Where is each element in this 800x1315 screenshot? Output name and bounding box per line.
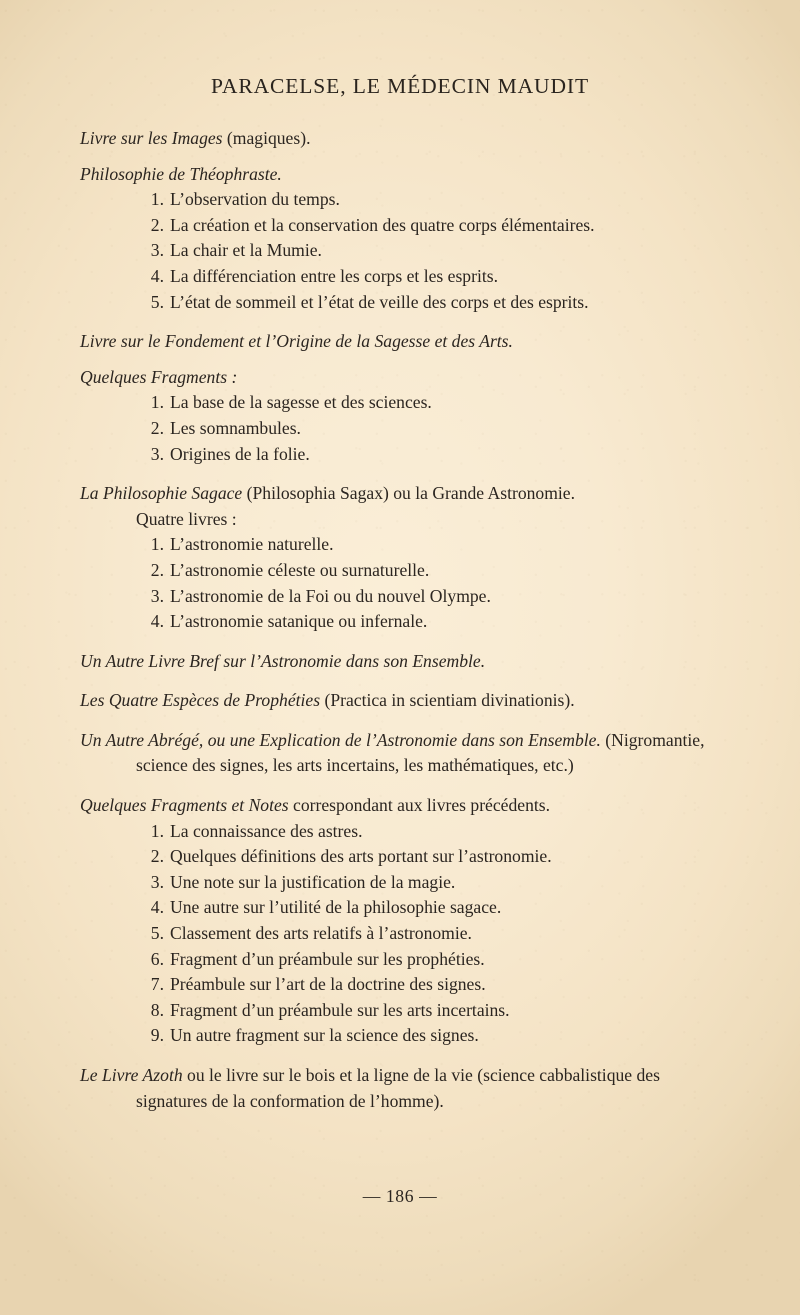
list-item-text: Quelques définitions des arts portant sur l’astronomie. [170,846,552,867]
list-item-text: Une autre sur l’utilité de la philosophie sagace. [170,897,502,918]
list-item-text: La base de la sagesse et des sciences. [170,392,432,413]
list-item-number: 8. [150,999,164,1020]
list-item-number: 3. [150,443,164,464]
list-philosophie-theophraste [80,187,721,315]
list-item [80,290,721,316]
list-item [80,416,721,442]
entry-tail: (Practica in scientiam divinationis). [320,690,575,711]
list-fragments-notes [80,819,721,1049]
list-item [80,264,721,290]
entry-title-italic: Livre sur le Fondement et l’Origine de la Sagesse et des Arts. [80,331,513,352]
list-item [80,947,721,973]
entry-title-italic: Quelques Fragments : [80,366,238,387]
list-item-number: 6. [150,948,164,969]
list-item-text: Les somnambules. [170,417,301,438]
list-item-number: 7. [150,974,164,995]
entry-philosophie-theophraste [80,162,721,188]
list-item-number: 1. [150,534,164,555]
list-item-number: 4. [150,611,164,632]
entry-title-italic: Le Livre Azoth [80,1065,183,1085]
entry-autre-livre-bref [80,649,721,675]
list-item-text: L’astronomie satanique ou infernale. [170,611,428,632]
list-item-text: Fragment d’un préambule sur les prophéties. [170,948,485,969]
entry-autre-abrege [80,728,721,779]
list-item [80,238,721,264]
entry-tail: (Philosophia Sagax) ou la Grande Astronomie. [242,483,576,504]
list-item-number: 2. [150,559,164,580]
list-item [80,213,721,239]
list-item [80,1023,721,1049]
entry-quelques-fragments [80,365,721,391]
entry-tail: correspondant aux livres précédents. [288,795,551,816]
entry-livre-fondement [80,329,721,355]
list-item-text: La différenciation entre les corps et les esprits. [170,265,498,286]
list-item-text: Origines de la folie. [170,443,310,464]
list-item-number: 9. [150,1025,164,1046]
running-head: PARACELSE, LE MÉDECIN MAUDIT [211,74,589,98]
list-item [80,998,721,1024]
list-item [80,844,721,870]
entry-fragments-notes [80,793,721,819]
list-item-text: L’astronomie naturelle. [170,534,334,555]
list-item [80,921,721,947]
list-item-text: La chair et la Mumie. [170,240,322,261]
page-text-block [80,126,721,1114]
list-item [80,870,721,896]
list-item-number: 3. [150,240,164,261]
entry-title-italic: Les Quatre Espèces de Prophéties [80,690,321,711]
list-item [80,972,721,998]
list-item-number: 5. [150,923,164,944]
list-item-number: 1. [150,189,164,210]
list-item-number: 4. [150,897,164,918]
list-item [80,532,721,558]
list-item-text: Classement des arts relatifs à l’astronomie. [170,923,472,944]
entry-tail: (Nigromantie, science des signes, les arts incertains, les mathématiques, etc.) [136,729,705,776]
list-item-text: L’astronomie de la Foi ou du nouvel Olympe. [170,585,491,606]
list-item-number: 2. [150,417,164,438]
list-item-text: Préambule sur l’art de la doctrine des signes. [170,974,486,995]
entry-title-italic: La Philosophie Sagace [80,483,243,504]
list-item-number: 5. [150,291,164,312]
list-item-number: 2. [150,846,164,867]
entry-title-italic: Un Autre Abrégé, ou une Explication de l’Astronomie dans son Ensemble. [80,729,601,750]
list-item [80,584,721,610]
list-item-number: 3. [150,585,164,606]
list-philosophie-sagace [80,532,721,634]
list-item-text: La création et la conservation des quatre corps élémentaires. [170,214,595,235]
entry-title-italic: Un Autre Livre Bref sur l’Astronomie dans son Ensemble. [80,650,486,671]
list-item-text: Un autre fragment sur la science des signes. [170,1025,479,1046]
list-item-text: Fragment d’un préambule sur les arts incertains. [170,999,510,1020]
list-item [80,558,721,584]
list-item-number: 2. [150,214,164,235]
list-item [80,895,721,921]
entry-title-italic: Quelques Fragments et Notes [80,795,289,816]
list-quelques-fragments [80,390,721,467]
entry-philosophie-sagace [80,481,721,507]
list-item-text: Une note sur la justification de la magie. [170,871,456,892]
entry-title-italic: Philosophie de Théophraste. [80,163,282,184]
entry-tail: ou le livre sur le bois et la ligne de la vie (science cabbalistique des signatures de la conformation de l’homme). [136,1065,660,1111]
entry-title-italic: Livre sur les Images [80,128,223,148]
entry-tail: (magiques). [222,128,311,148]
entry-livre-azoth [80,1063,721,1114]
list-item-text: L’astronomie céleste ou surnaturelle. [170,559,430,580]
subhead-quatre-livres: Quatre livres : [136,508,237,529]
list-item-number: 4. [150,265,164,286]
entry-livre-images [80,126,721,152]
list-item [80,442,721,468]
list-item-text: La connaissance des astres. [170,820,363,841]
list-item-number: 1. [150,820,164,841]
list-item [80,187,721,213]
list-item-text: L’état de sommeil et l’état de veille des corps et des esprits. [170,291,589,312]
page-number-folio: — 186 — [362,1186,438,1206]
list-item-number: 1. [150,392,164,413]
list-item-number: 3. [150,871,164,892]
list-item [80,819,721,845]
entry-quatre-especes [80,688,721,714]
list-item [80,390,721,416]
list-item [80,609,721,635]
list-item-text: L’observation du temps. [170,189,340,210]
